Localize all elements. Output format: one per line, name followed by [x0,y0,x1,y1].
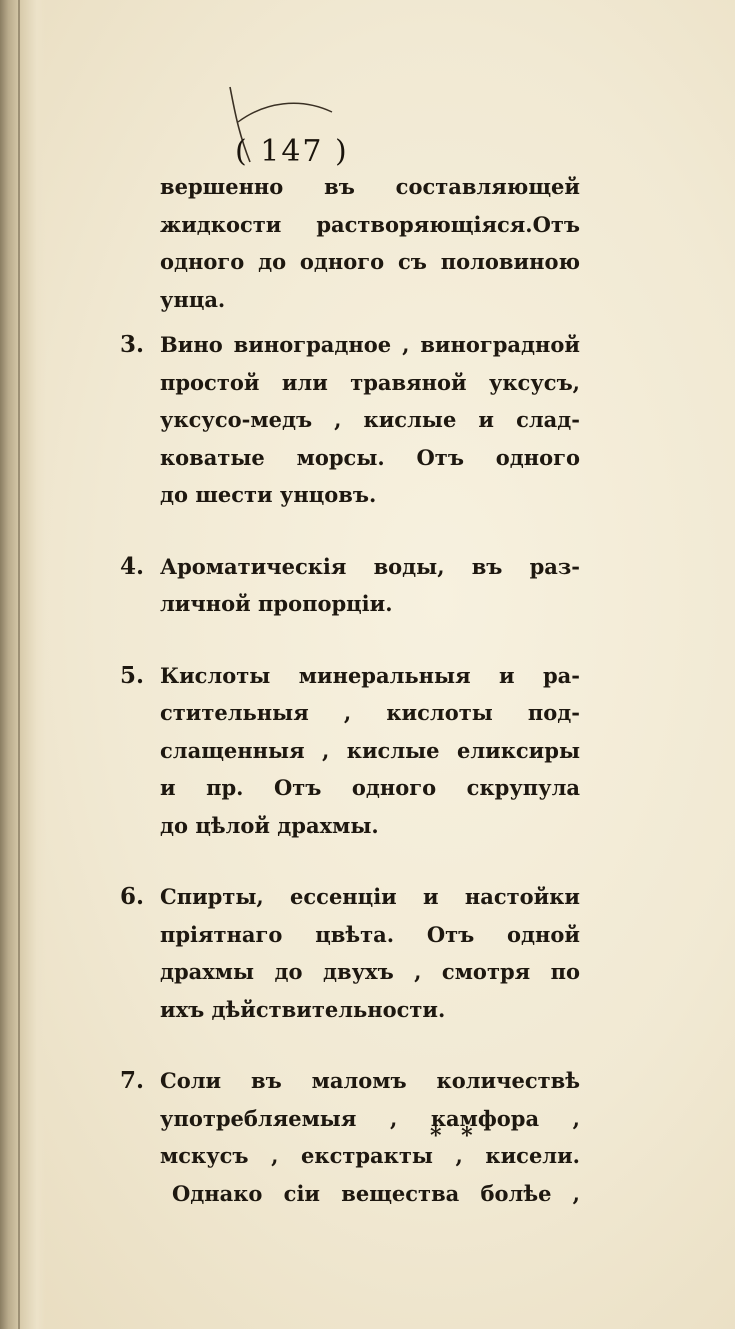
text-line: вершенно въ составляющей [160,174,580,199]
text-line: ихъ дѣйствительности. [160,996,446,1022]
text-line: жидкости растворяющіяся.Отъ [160,211,580,237]
item-number: 6. [120,883,145,910]
list-item-3 [120,326,580,514]
text-line: до цѣлой драхмы. [160,812,379,838]
text-line: Кислоты минеральныя и ра- [160,662,580,688]
item-number: 3. [120,331,145,358]
text-line: коватые морсы. Отъ одного [160,444,580,470]
text-line: личной пропорціи. [160,591,393,616]
text-line: Ароматическія воды, въ раз- [160,553,580,579]
text-line: пріятнаго цвѣта. Отъ одной [160,921,580,947]
text-line: Вино виноградное , виноградной [160,332,580,357]
text-line: слащенныя , кислые еликсиры [160,737,580,763]
list-item-7 [120,1062,580,1212]
text-line: до шести унцовъ. [160,482,377,507]
text-line: Спирты, ессенціи и настойки [160,884,580,909]
text-line: стительныя , кислоты под- [160,700,580,725]
page-body [120,168,580,1212]
item-number: 7. [120,1067,145,1094]
intro-paragraph [160,168,580,318]
page-number: ( 147 ) [235,134,349,169]
text-line: уксусо-медъ , кислые и слад- [160,407,580,432]
text-line: простой или травяной уксусъ, [160,369,580,395]
catchword: * * [430,1123,479,1149]
binding-line [18,0,20,1329]
text-line: Однако сіи вещества болѣе , [172,1180,580,1206]
page-gutter [0,0,46,1329]
list-item-4 [120,548,580,623]
list-item-5 [120,657,580,845]
list-item-6 [120,878,580,1028]
text-line: мскусъ , екстракты , кисели. [160,1143,580,1168]
text-line: употребляемыя , камфора , [160,1105,580,1131]
item-number: 4. [120,552,145,580]
text-line: и пр. Отъ одного скрупула [160,775,580,800]
item-number: 5. [120,661,145,689]
text-line: унца. [160,286,226,312]
text-line: одного до одного съ половиною [160,249,580,274]
text-line: драхмы до двухъ , смотря по [160,959,580,984]
text-line: Соли въ маломъ количествѣ [160,1068,580,1093]
